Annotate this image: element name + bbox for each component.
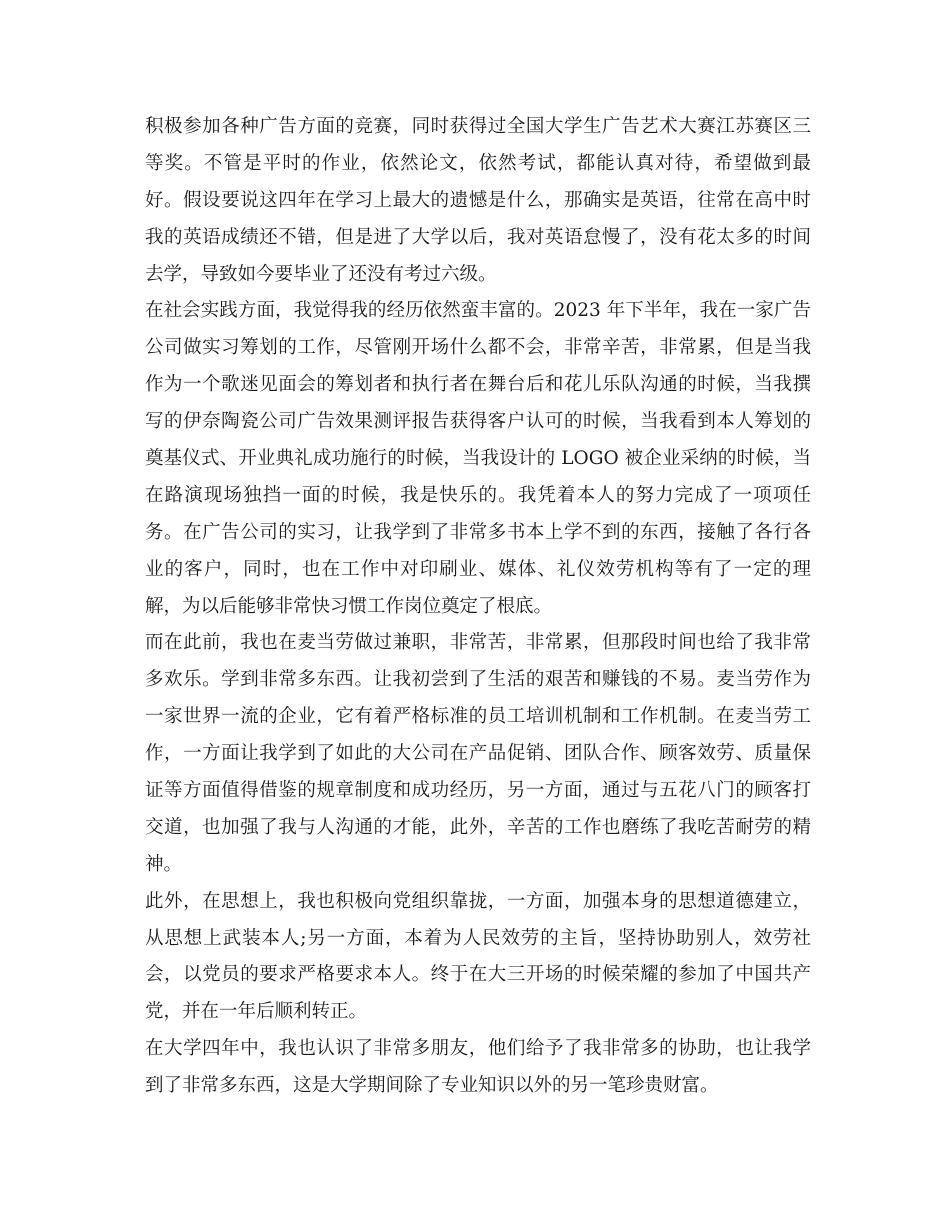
text-line: 神。 <box>145 853 183 875</box>
text-line: 到了非常多东西，这是大学期间除了专业知识以外的另一笔珍贵财富。 <box>145 1075 719 1097</box>
text-line: 会，以党员的要求严格要求本人。终于在大三开场的时候荣耀的参加了中国共产 <box>145 964 811 986</box>
paragraph-1 <box>145 109 811 293</box>
document-body <box>145 109 811 1105</box>
text-line: 我的英语成绩还不错，但是进了大学以后，我对英语怠慢了，没有花太多的时间 <box>145 226 811 248</box>
text-line: 等奖。不管是平时的作业，依然论文，依然考试，都能认真对待，希望做到最 <box>145 152 811 174</box>
text-line: 积极参加各种广告方面的竞赛，同时获得过全国大学生广告艺术大赛江苏赛区三 <box>145 116 811 137</box>
text-line: 业的客户，同时，也在工作中对印刷业、媒体、礼仪效劳机构等有了一定的理 <box>145 558 811 580</box>
text-line: 此外，在思想上，我也积极向党组织靠拢，一方面，加强本身的思想道德建立， <box>145 890 811 912</box>
text-line: 解，为以后能够非常快习惯工作岗位奠定了根底。 <box>145 595 553 617</box>
text-line: 多欢乐。学到非常多东西。让我初尝到了生活的艰苦和赚钱的不易。麦当劳作为 <box>145 669 811 691</box>
text-line: 作为一个歌迷见面会的筹划者和执行者在舞台后和花儿乐队沟通的时候，当我撰 <box>145 374 811 396</box>
text-line: 写的伊奈陶瓷公司广告效果测评报告获得客户认可的时候，当我看到本人筹划的 <box>145 411 811 433</box>
text-line: 在大学四年中，我也认识了非常多朋友，他们给予了我非常多的协助，也让我学 <box>145 1038 811 1060</box>
text-line: 一家世界一流的企业，它有着严格标准的员工培训机制和工作机制。在麦当劳工 <box>145 706 811 728</box>
text-line: 在路演现场独挡一面的时候，我是快乐的。我凭着本人的努力完成了一项项任 <box>145 484 811 506</box>
text-line: 务。在广告公司的实习，让我学到了非常多书本上学不到的东西，接触了各行各 <box>145 521 811 543</box>
text-line: 党，并在一年后顺利转正。 <box>145 1001 368 1023</box>
text-line: 奠基仪式、开业典礼成功施行的时候，当我设计的 LOGO 被企业采纳的时候，当 <box>145 448 811 470</box>
text-line: 去学，导致如今要毕业了还没有考过六级。 <box>145 263 497 285</box>
text-line: 在社会实践方面，我觉得我的经历依然蛮丰富的。2023 年下半年，我在一家广告 <box>145 300 811 322</box>
paragraph-5 <box>145 1031 811 1105</box>
text-line: 从思想上武装本人;另一方面，本着为人民效劳的主旨，坚持协助别人，效劳社 <box>145 927 811 949</box>
paragraph-4 <box>145 884 811 1032</box>
paragraph-3 <box>145 625 811 883</box>
text-line: 而在此前，我也在麦当劳做过兼职，非常苦，非常累，但那段时间也给了我非常 <box>145 632 811 654</box>
text-line: 好。假设要说这四年在学习上最大的遗憾是什么，那确实是英语，往常在高中时 <box>145 189 811 211</box>
text-line: 证等方面值得借鉴的规章制度和成功经历，另一方面，通过与五花八门的顾客打 <box>145 780 811 802</box>
text-line: 作，一方面让我学到了如此的大公司在产品促销、团队合作、顾客效劳、质量保 <box>145 743 811 765</box>
paragraph-2 <box>145 293 811 625</box>
text-line: 交道，也加强了我与人沟通的才能，此外，辛苦的工作也磨练了我吃苦耐劳的精 <box>145 816 811 838</box>
text-line: 公司做实习筹划的工作，尽管刚开场什么都不会，非常辛苦，非常累，但是当我 <box>145 337 811 359</box>
